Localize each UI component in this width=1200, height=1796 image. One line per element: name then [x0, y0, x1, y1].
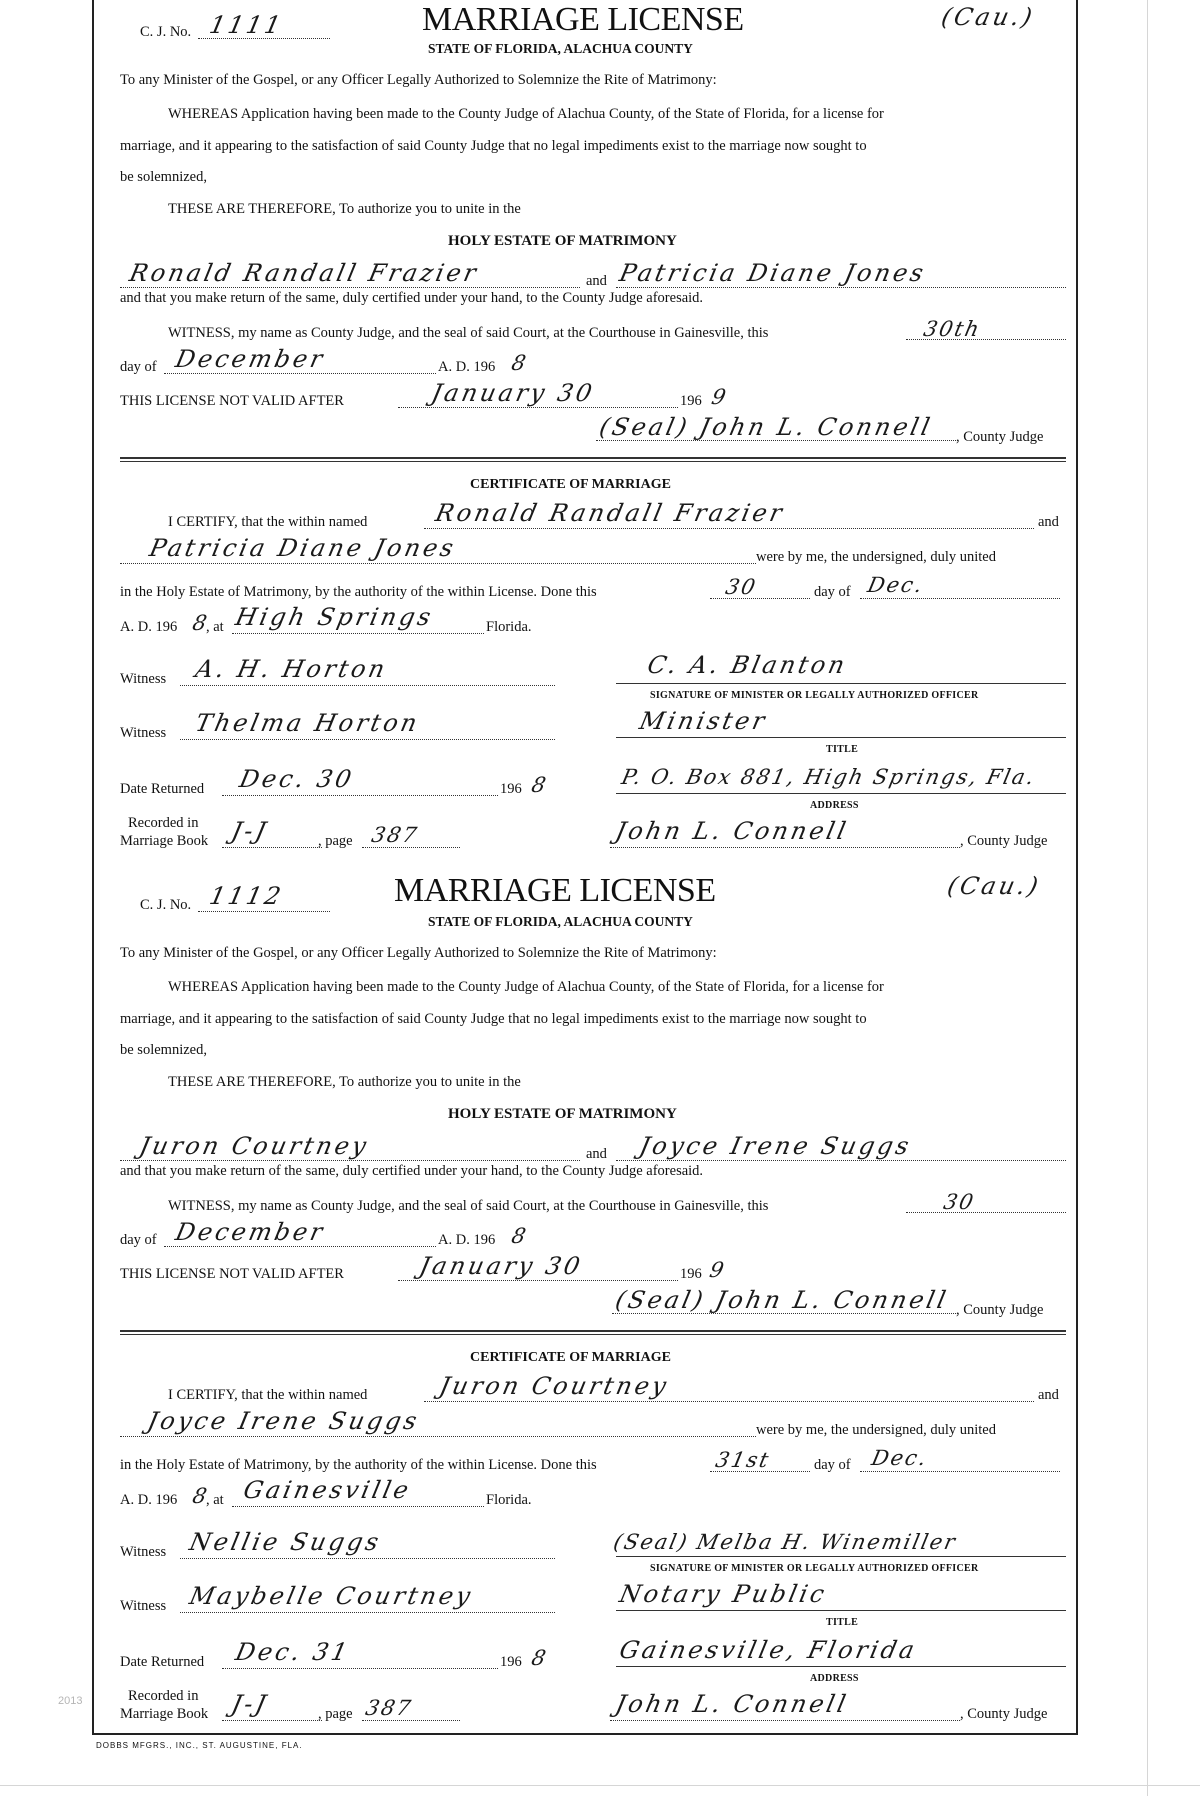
judge-signature: (Seal) John L. Connell — [597, 413, 936, 441]
witness-day-line — [906, 1212, 1066, 1213]
signature-caption: SIGNATURE OF MINISTER OR LEGALLY AUTHORIZED OFFICER — [650, 690, 979, 701]
officer-signature: (Seal) Melba H. Winemiller — [611, 1530, 960, 1554]
page-edge-bottom-line — [0, 1785, 1200, 1786]
done-month-line — [860, 1471, 1060, 1472]
book-value: J-J — [229, 1690, 272, 1718]
cj-number-label: C. J. No. — [140, 24, 192, 40]
not-valid-year-label: 196 — [680, 393, 702, 409]
cj-number-value: 1112 — [207, 882, 287, 910]
not-valid-value: January 30 — [429, 379, 598, 407]
recorded-label-2: Marriage Book — [120, 833, 209, 849]
left-border — [92, 0, 94, 1735]
license-subtitle: STATE OF FLORIDA, ALACHUA COUNTY — [428, 914, 693, 929]
not-valid-year-label: 196 — [680, 1266, 702, 1282]
return-line: and that you make return of the same, duly certified under your hand, to the County Judge aforesaid. — [120, 1163, 704, 1179]
witness-1-value: A. H. Horton — [193, 655, 391, 683]
cert-ad-label: A. D. 196 — [120, 1492, 178, 1508]
title-caption: TITLE — [826, 744, 859, 755]
officer-signature: C. A. Blanton — [645, 651, 850, 679]
done-month: Dec. — [869, 1446, 931, 1470]
address-value: P. O. Box 881, High Springs, Fla. — [619, 765, 1038, 789]
witness-day: 30 — [941, 1190, 978, 1214]
certificate-title: CERTIFICATE OF MARRIAGE — [470, 1350, 671, 1365]
witness-2-value: Thelma Horton — [193, 709, 423, 737]
ad-label: A. D. 196 — [438, 359, 496, 375]
section-divider-thin — [120, 1334, 1066, 1335]
place-line — [232, 1506, 484, 1507]
month-value: December — [173, 345, 328, 373]
title-value: Notary Public — [617, 1580, 830, 1608]
month-line — [164, 1246, 436, 1247]
united-label: were by me, the undersigned, duly united — [756, 549, 996, 565]
whereas-line-3: be solemnized, — [120, 169, 207, 185]
county-judge-label: , County Judge — [956, 429, 1044, 445]
county-judge-label: , County Judge — [956, 1302, 1044, 1318]
day-of-label: day of — [120, 1232, 157, 1248]
title-line — [616, 737, 1066, 738]
cert-bride-line — [120, 1436, 756, 1437]
cert-bride-name: Joyce Irene Suggs — [145, 1407, 423, 1435]
month-line — [164, 373, 436, 374]
section-divider-thin — [120, 461, 1066, 462]
date-returned-label: Date Returned — [120, 1654, 205, 1670]
cert-and-label: and — [1038, 514, 1059, 530]
whereas-line-3: be solemnized, — [120, 1042, 207, 1058]
witness-1-value: Nellie Suggs — [187, 1528, 384, 1556]
done-month-line — [860, 598, 1060, 599]
cert-bride-line — [120, 563, 756, 564]
date-returned-value: Dec. 30 — [237, 765, 357, 793]
license-subtitle: STATE OF FLORIDA, ALACHUA COUNTY — [428, 41, 693, 56]
groom-line — [120, 1160, 580, 1161]
recorded-label-1: Recorded in — [128, 815, 199, 831]
holy-estate-heading: HOLY ESTATE OF MATRIMONY — [448, 1106, 677, 1122]
return-line: and that you make return of the same, duly certified under your hand, to the County Judge aforesaid. — [120, 290, 704, 306]
witness-1-label: Witness — [120, 671, 167, 687]
date-returned-year-digit: 8 — [529, 1646, 550, 1670]
place-value: Gainesville — [241, 1476, 414, 1504]
done-day: 31st — [713, 1448, 773, 1472]
address-line: To any Minister of the Gospel, or any Officer Legally Authorized to Solemnize the Rite of Matrimony: — [120, 945, 717, 961]
page-value: 387 — [369, 823, 421, 847]
witness-day: 30th — [921, 317, 984, 341]
ad-year-digit: 8 — [509, 351, 530, 375]
address-value: Gainesville, Florida — [617, 1636, 920, 1664]
recorded-label-1: Recorded in — [128, 1688, 199, 1704]
not-valid-value: January 30 — [417, 1252, 586, 1280]
day-of-label: day of — [120, 359, 157, 375]
witness-2-label: Witness — [120, 1598, 167, 1614]
address-caption: ADDRESS — [810, 800, 859, 811]
recorded-label-2: Marriage Book — [120, 1706, 209, 1722]
date-returned-year-digit: 8 — [529, 773, 550, 797]
florida-label: Florida. — [486, 1492, 532, 1508]
date-returned-label: Date Returned — [120, 781, 205, 797]
page-value: 387 — [363, 1696, 415, 1720]
watermark: 2013 — [58, 1695, 83, 1707]
place-line — [232, 633, 484, 634]
not-valid-label: THIS LICENSE NOT VALID AFTER — [120, 1266, 344, 1282]
date-returned-line — [222, 1668, 498, 1669]
date-returned-line — [222, 795, 498, 796]
cert-at-label: , at — [206, 619, 224, 635]
cert-groom-line — [424, 528, 1034, 529]
witness-line: WITNESS, my name as County Judge, and the seal of said Court, at the Courthouse in Gainesville, this — [168, 1198, 769, 1214]
not-valid-line — [398, 407, 678, 408]
bride-name: Joyce Irene Suggs — [637, 1132, 915, 1160]
bride-line — [616, 287, 1066, 288]
ad-label: A. D. 196 — [438, 1232, 496, 1248]
judge-signature: (Seal) John L. Connell — [613, 1286, 952, 1314]
bottom-border — [92, 1733, 1078, 1735]
page-label: , page — [318, 1706, 353, 1722]
title-line — [616, 1610, 1066, 1611]
groom-line — [120, 287, 580, 288]
cert-groom-name: Ronald Randall Frazier — [433, 499, 788, 527]
bride-name: Patricia Diane Jones — [617, 259, 929, 287]
witness-1-line — [180, 1558, 555, 1559]
cert-ad-label: A. D. 196 — [120, 619, 178, 635]
florida-label: Florida. — [486, 619, 532, 635]
witness-1-line — [180, 685, 555, 686]
month-value: December — [173, 1218, 328, 1246]
recorder-county-judge-label: , County Judge — [960, 833, 1048, 849]
section-divider — [120, 457, 1066, 459]
cert-day-of-label: day of — [814, 1457, 851, 1473]
license-title: MARRIAGE LICENSE — [394, 872, 716, 909]
and-label: and — [586, 1146, 607, 1162]
book-line — [222, 847, 322, 848]
cert-year-digit: 8 — [190, 611, 211, 635]
certificate-title: CERTIFICATE OF MARRIAGE — [470, 477, 671, 492]
witness-1-label: Witness — [120, 1544, 167, 1560]
recorder-signature: John L. Connell — [613, 817, 852, 845]
date-returned-year-label: 196 — [500, 781, 522, 797]
recorder-signature-line — [610, 847, 960, 848]
recorder-signature: John L. Connell — [613, 1690, 852, 1718]
page-edge-line — [1147, 0, 1148, 1796]
title-value: Minister — [637, 707, 771, 735]
date-returned-value: Dec. 31 — [233, 1638, 353, 1666]
officer-signature-line — [616, 1556, 1066, 1557]
certify-label: I CERTIFY, that the within named — [168, 1387, 368, 1403]
cert-and-label: and — [1038, 1387, 1059, 1403]
whereas-line-1: WHEREAS Application having been made to the County Judge of Alachua County, of the State of Florida, for a license for — [168, 106, 884, 122]
address-caption: ADDRESS — [810, 1673, 859, 1684]
holy-line: in the Holy Estate of Matrimony, by the authority of the within License. Done this — [120, 1457, 597, 1473]
cert-groom-name: Juron Courtney — [437, 1372, 672, 1400]
groom-name: Ronald Randall Frazier — [127, 259, 482, 287]
book-value: J-J — [229, 817, 272, 845]
license-annotation: (Cau.) — [945, 872, 1044, 900]
witness-2-line — [180, 1612, 555, 1613]
recorder-signature-line — [610, 1720, 960, 1721]
cert-at-label: , at — [206, 1492, 224, 1508]
address-line: To any Minister of the Gospel, or any Officer Legally Authorized to Solemnize the Rite of Matrimony: — [120, 72, 717, 88]
title-caption: TITLE — [826, 1617, 859, 1628]
address-line-rule — [616, 793, 1066, 794]
cj-number-line — [198, 911, 330, 912]
license-title: MARRIAGE LICENSE — [422, 1, 744, 38]
cert-year-digit: 8 — [190, 1484, 211, 1508]
ad-year-digit: 8 — [509, 1224, 530, 1248]
place-value: High Springs — [233, 603, 437, 631]
witness-2-value: Maybelle Courtney — [187, 1582, 476, 1610]
witness-line: WITNESS, my name as County Judge, and the seal of said Court, at the Courthouse in Gainesville, this — [168, 325, 769, 341]
license-annotation: (Cau.) — [939, 3, 1038, 31]
whereas-line-2: marriage, and it appearing to the satisfaction of said County Judge that no legal impediments exist to the marriage now sought to — [120, 138, 867, 154]
book-line — [222, 1720, 322, 1721]
therefore-line: THESE ARE THEREFORE, To authorize you to unite in the — [168, 201, 521, 217]
officer-signature-line — [616, 683, 1066, 684]
whereas-line-1: WHEREAS Application having been made to the County Judge of Alachua County, of the State of Florida, for a license for — [168, 979, 884, 995]
witness-2-line — [180, 739, 555, 740]
and-label: and — [586, 273, 607, 289]
witness-2-label: Witness — [120, 725, 167, 741]
page-label: , page — [318, 833, 353, 849]
done-day: 30 — [723, 575, 760, 599]
united-label: were by me, the undersigned, duly united — [756, 1422, 996, 1438]
certify-label: I CERTIFY, that the within named — [168, 514, 368, 530]
bride-line — [616, 1160, 1066, 1161]
date-returned-year-label: 196 — [500, 1654, 522, 1670]
cert-bride-name: Patricia Diane Jones — [147, 534, 459, 562]
holy-line: in the Holy Estate of Matrimony, by the authority of the within License. Done this — [120, 584, 597, 600]
holy-estate-heading: HOLY ESTATE OF MATRIMONY — [448, 233, 677, 249]
not-valid-line — [398, 1280, 678, 1281]
done-month: Dec. — [865, 573, 927, 597]
signature-caption: SIGNATURE OF MINISTER OR LEGALLY AUTHORIZED OFFICER — [650, 1563, 979, 1574]
printer-imprint: DOBBS MFGRS., INC., ST. AUGUSTINE, FLA. — [96, 1741, 303, 1750]
whereas-line-2: marriage, and it appearing to the satisfaction of said County Judge that no legal impediments exist to the marriage now sought to — [120, 1011, 867, 1027]
groom-name: Juron Courtney — [137, 1132, 372, 1160]
recorder-county-judge-label: , County Judge — [960, 1706, 1048, 1722]
address-line-rule — [616, 1666, 1066, 1667]
cert-groom-line — [424, 1401, 1034, 1402]
cert-day-of-label: day of — [814, 584, 851, 600]
therefore-line: THESE ARE THEREFORE, To authorize you to unite in the — [168, 1074, 521, 1090]
not-valid-label: THIS LICENSE NOT VALID AFTER — [120, 393, 344, 409]
cj-number-label: C. J. No. — [140, 897, 192, 913]
not-valid-year-digit: 9 — [707, 1258, 728, 1282]
not-valid-year-digit: 9 — [709, 385, 730, 409]
right-border — [1076, 0, 1078, 1735]
section-divider — [120, 1330, 1066, 1332]
cj-number-value: 1111 — [207, 11, 287, 39]
